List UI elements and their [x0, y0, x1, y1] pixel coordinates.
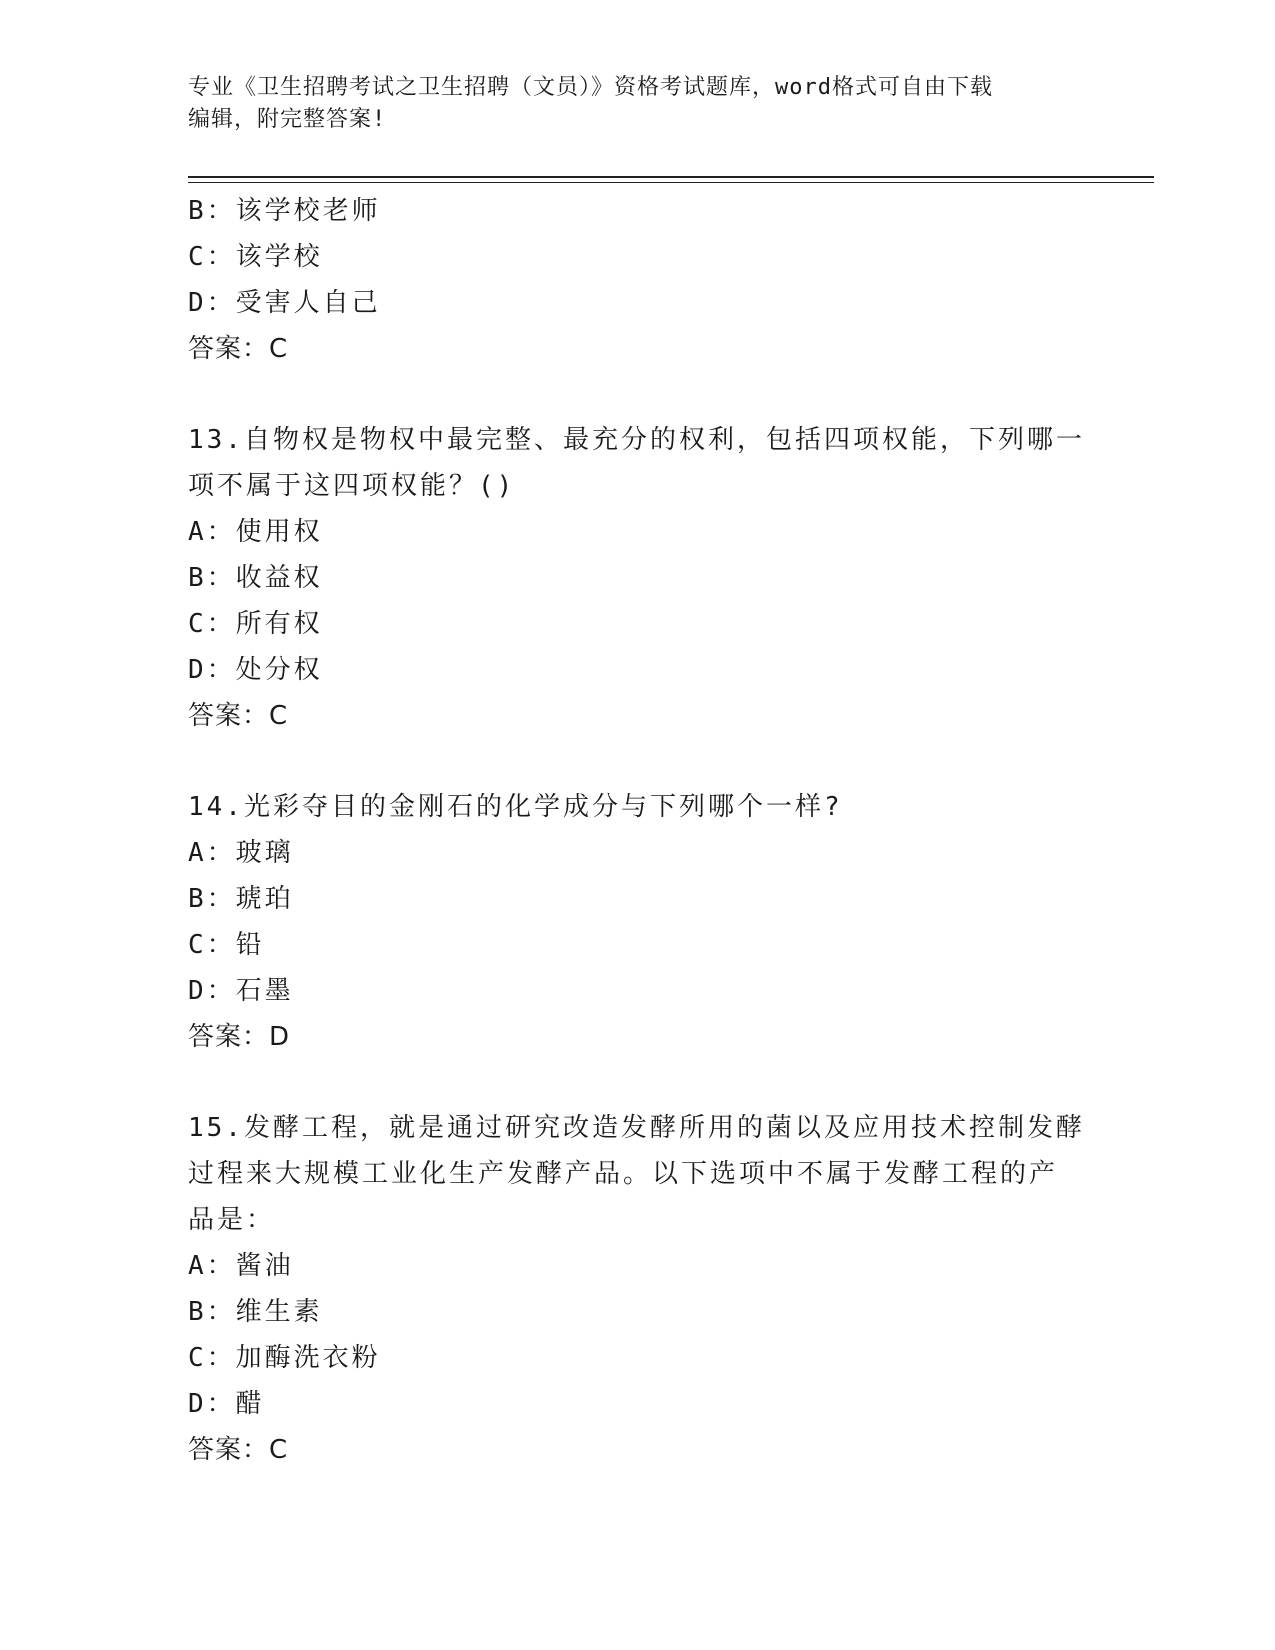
q13-option-d: D：处分权: [188, 655, 323, 685]
q13-stem-line-2: 项不属于这四项权能？(): [188, 471, 516, 501]
spacer: [188, 1060, 1088, 1105]
spacer: [188, 739, 1088, 784]
header-line-2: 编辑，附完整答案!: [188, 107, 387, 132]
q15-option-d: D：醋: [188, 1389, 265, 1419]
header-divider-thin: [188, 182, 1154, 183]
q12-answer: 答案：C: [188, 334, 289, 364]
q12-option-c: C：该学校: [188, 242, 323, 272]
question-12: [188, 188, 1088, 372]
question-15: [188, 1105, 1088, 1473]
q14-stem-line-1: 14.光彩夺目的金刚石的化学成分与下列哪个一样?: [188, 792, 843, 822]
q13-stem-line-1: 13.自物权是物权中最完整、最充分的权利，包括四项权能，下列哪一: [188, 425, 1085, 455]
q14-option-c: C：铅: [188, 930, 265, 960]
q15-option-b: B：维生素: [188, 1297, 323, 1327]
q15-option-c: C：加酶洗衣粉: [188, 1343, 381, 1373]
q15-option-a: A：酱油: [188, 1251, 294, 1281]
spacer: [188, 372, 1088, 417]
q15-stem-line-3: 品是：: [188, 1205, 276, 1235]
header-divider-thick: [188, 176, 1154, 178]
q14-option-a: A：玻璃: [188, 838, 294, 868]
q12-option-b: B：该学校老师: [188, 196, 381, 226]
q13-option-b: B：收益权: [188, 563, 323, 593]
q12-option-d: D：受害人自己: [188, 288, 381, 318]
q13-option-c: C：所有权: [188, 609, 323, 639]
q15-stem-line-2: 过程来大规模工业化生产发酵产品。以下选项中不属于发酵工程的产: [188, 1159, 1059, 1189]
q13-answer: 答案：C: [188, 701, 289, 731]
question-14: [188, 784, 1088, 1060]
q13-option-a: A：使用权: [188, 517, 323, 547]
q14-answer: 答案：D: [188, 1022, 291, 1052]
question-list: [188, 188, 1088, 1473]
question-13: [188, 417, 1088, 739]
q14-option-d: D：石墨: [188, 976, 294, 1006]
header-line-1: 专业《卫生招聘考试之卫生招聘（文员）》资格考试题库，word格式可自由下载: [188, 75, 993, 100]
q14-option-b: B：琥珀: [188, 884, 294, 914]
q15-stem-line-1: 15.发酵工程，就是通过研究改造发酵所用的菌以及应用技术控制发酵: [188, 1113, 1085, 1143]
document-header: [188, 72, 1068, 136]
q15-answer: 答案：C: [188, 1435, 289, 1465]
